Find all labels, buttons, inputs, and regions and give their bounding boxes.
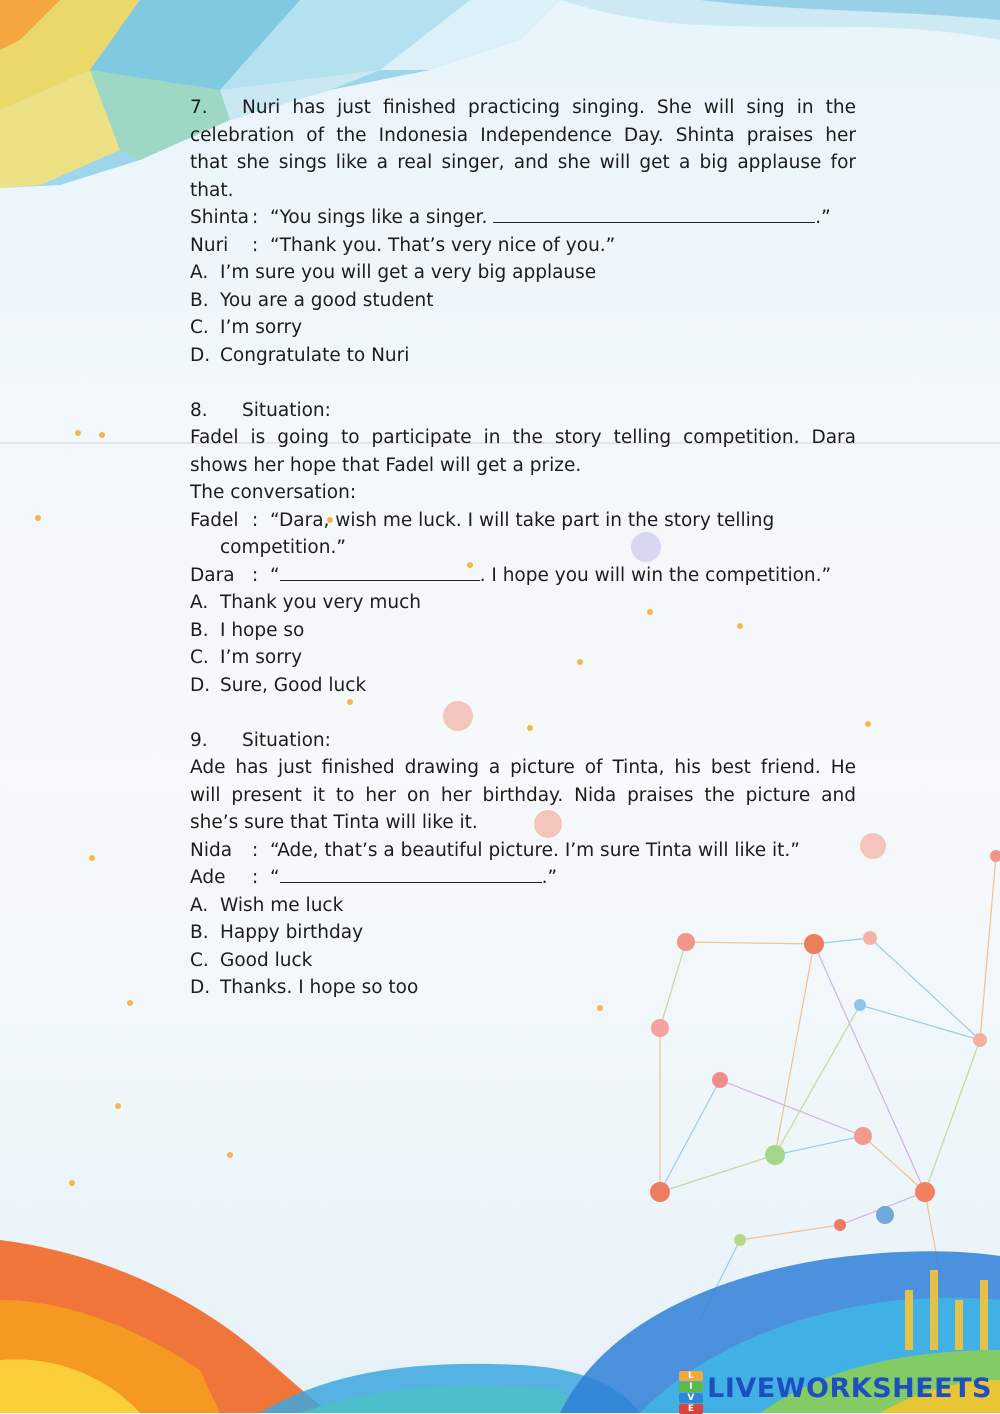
colon: : <box>252 207 259 228</box>
dialog-text: “Dara, wish me luck. I will take part in the story telling <box>270 509 775 531</box>
option-d[interactable] <box>190 974 856 1002</box>
dialog-text: “You sings like a singer. <box>270 207 494 228</box>
option-letter: A. <box>190 262 209 283</box>
option-a[interactable] <box>190 892 856 920</box>
option-text: You are a good student <box>220 289 434 311</box>
colon: : <box>252 839 259 861</box>
question-text-line: that she sings like a real singer, and she will get a big applause for <box>190 152 856 173</box>
dialog-line <box>190 864 856 892</box>
option-text: I hope so <box>220 619 305 641</box>
speaker-name: Dara <box>190 564 235 586</box>
question-number: 9. <box>190 729 208 751</box>
dialog-text: “ <box>270 564 280 586</box>
dialog-text: .” <box>541 867 558 888</box>
option-letter: C. <box>190 317 209 338</box>
option-letter: C. <box>190 949 209 971</box>
question-text-line: that. <box>190 179 234 201</box>
question-text-line: she’s sure that Tinta will like it. <box>190 812 478 833</box>
speaker-name: Shinta <box>190 207 249 228</box>
speaker-name: Ade <box>190 867 226 888</box>
option-a[interactable] <box>190 259 856 287</box>
option-c[interactable] <box>190 947 856 975</box>
option-letter: D. <box>190 344 211 366</box>
option-letter: A. <box>190 592 209 613</box>
dialog-text: “Thank you. That’s very nice of you.” <box>270 234 616 256</box>
option-letter: B. <box>190 922 209 943</box>
option-letter: B. <box>190 289 209 311</box>
colon: : <box>252 234 259 256</box>
option-text: Congratulate to Nuri <box>220 344 410 366</box>
question-7 <box>190 94 856 369</box>
dialog-line <box>190 507 856 535</box>
option-text: Thanks. I hope so too <box>220 977 419 998</box>
option-b[interactable] <box>190 617 856 645</box>
dialog-text: “Ade, that’s a beautiful picture. I’m sure Tinta will like it.” <box>270 839 800 861</box>
question-text-line: shows her hope that Fadel will get a prize. <box>190 454 582 476</box>
option-letter: D. <box>190 977 211 998</box>
dialog-line <box>190 837 856 865</box>
option-letter: C. <box>190 647 209 668</box>
speaker-name: Nida <box>190 839 233 861</box>
option-b[interactable] <box>190 287 856 315</box>
option-d[interactable] <box>190 342 856 370</box>
question-text-line: Ade has just finished drawing a picture of Tinta, his best friend. He <box>190 757 856 778</box>
option-text: Wish me luck <box>220 894 344 916</box>
dialog-text: “ <box>270 867 280 888</box>
question-text-line: celebration of the Indonesia Independence Day. Shinta praises her <box>190 124 856 146</box>
dialog-line <box>190 562 856 590</box>
answer-blank[interactable] <box>280 562 480 581</box>
speaker-name: Fadel <box>190 509 239 531</box>
dialog-text: . I hope you will win the competition.” <box>479 564 832 586</box>
option-letter: D. <box>190 674 211 696</box>
question-heading: 9. Situation: <box>190 727 856 755</box>
option-c[interactable] <box>190 314 856 342</box>
option-text: Good luck <box>220 949 313 971</box>
worksheet-content <box>190 94 856 1002</box>
option-d[interactable] <box>190 672 856 700</box>
option-text: I’m sorry <box>220 647 303 668</box>
colon: : <box>252 509 259 531</box>
option-a[interactable] <box>190 589 856 617</box>
question-text-line: will present it to her on her birthday. Nida praises the picture and <box>190 784 856 806</box>
dialog-line <box>190 204 856 232</box>
speaker-name: Nuri <box>190 234 229 256</box>
option-letter: B. <box>190 619 209 641</box>
option-text: Happy birthday <box>220 922 364 943</box>
question-text-line: Fadel is going to participate in the story telling competition. Dara <box>190 427 856 448</box>
dialog-line <box>190 232 856 260</box>
question-number: 8. <box>190 399 208 421</box>
option-text: Sure, Good luck <box>220 674 367 696</box>
liveworksheets-logo[interactable] <box>679 1371 992 1414</box>
question-text-line: 7. Nuri has just finished practicing singing. She will sing in the <box>190 94 856 122</box>
option-text: I’m sorry <box>220 317 303 338</box>
question-number: 7. <box>190 97 208 118</box>
dialog-text: .” <box>815 207 831 228</box>
colon: : <box>252 564 259 586</box>
question-heading: 8. Situation: <box>190 397 856 425</box>
option-c[interactable] <box>190 644 856 672</box>
dialog-line-continued: competition.” <box>220 537 346 558</box>
option-text: Thank you very much <box>220 592 421 613</box>
option-b[interactable] <box>190 919 856 947</box>
answer-blank[interactable] <box>280 864 542 883</box>
answer-blank[interactable] <box>493 204 815 223</box>
question-9 <box>190 727 856 1002</box>
option-letter: A. <box>190 894 209 916</box>
liveworksheets-logo-icon: L I V E <box>679 1371 703 1405</box>
option-text: I’m sure you will get a very big applause <box>220 262 597 283</box>
conversation-label: The conversation: <box>190 482 357 503</box>
colon: : <box>252 867 259 888</box>
brand-name: LIVEWORKSHEETS <box>707 1372 992 1404</box>
question-8 <box>190 397 856 700</box>
